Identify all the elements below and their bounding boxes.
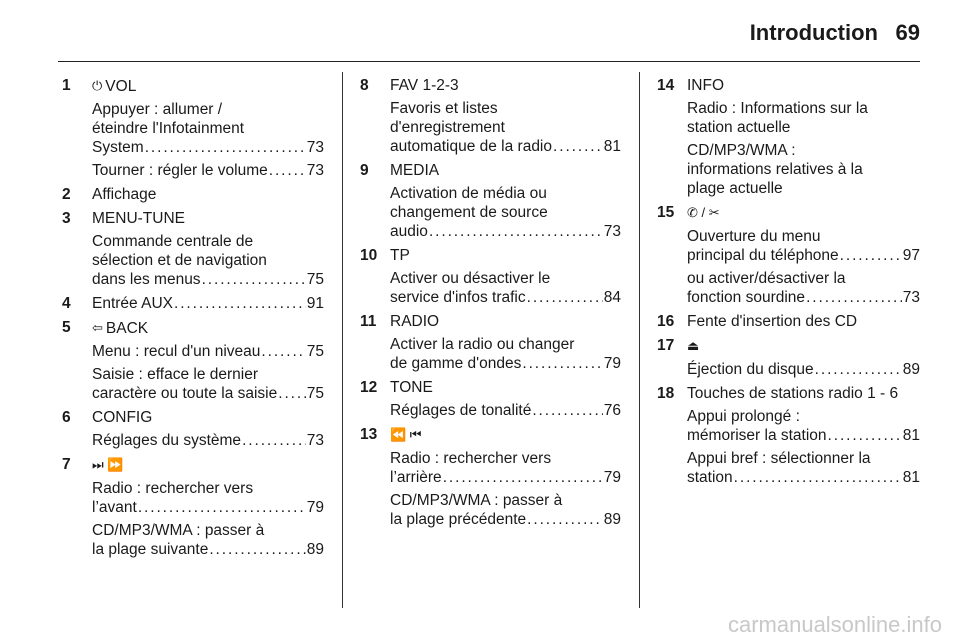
- column-divider: [342, 72, 343, 608]
- entry-description: [92, 479, 324, 517]
- entry-number: 3: [62, 210, 71, 227]
- entry-number: 10: [360, 247, 378, 264]
- page-reference: 81: [902, 469, 920, 486]
- description-line-with-page: [92, 384, 324, 403]
- description-line: Ouverture du menu: [687, 228, 821, 245]
- entry-number: 15: [657, 204, 675, 221]
- entry-description: [687, 141, 920, 198]
- leader-dots: [522, 354, 602, 373]
- entry-heading: [390, 246, 621, 265]
- legend-entry: [62, 455, 324, 559]
- description-line: plage actuelle: [687, 180, 783, 197]
- entry-description: [92, 342, 324, 361]
- entry-heading: [390, 378, 621, 397]
- entry-heading-text: TP: [390, 247, 410, 264]
- page-reference: 75: [306, 271, 324, 288]
- entry-description: [687, 449, 920, 487]
- entry-number: 8: [360, 77, 369, 94]
- description-line-with-page: [687, 426, 920, 445]
- legend-entry: [360, 378, 621, 420]
- entry-heading: [92, 408, 324, 427]
- entry-description: [390, 449, 621, 487]
- page-title: Introduction: [749, 20, 878, 45]
- eject-icon: ⏏: [687, 338, 700, 353]
- description-line-with-page: [390, 401, 621, 420]
- entry-description: [687, 360, 920, 379]
- page-reference: 73: [902, 289, 920, 306]
- entry-number: 12: [360, 379, 378, 396]
- entry-heading-text: Entrée AUX: [92, 295, 173, 312]
- legend-entry: [360, 246, 621, 307]
- description-line: Radio : Informations sur la: [687, 100, 868, 117]
- description-text: Réglages de tonalité: [390, 402, 532, 419]
- page-reference: 75: [306, 385, 324, 402]
- entry-heading-text: RADIO: [390, 313, 440, 330]
- entry-number: 7: [62, 456, 71, 473]
- legend-entry: [657, 76, 920, 198]
- description-line: CD/MP3/WMA :: [687, 142, 796, 159]
- leader-dots: [242, 431, 306, 450]
- description-line: Activer la radio ou changer: [390, 336, 575, 353]
- entry-description: [687, 227, 920, 265]
- description-line: informations relatives à la: [687, 161, 863, 178]
- leader-dots: [527, 510, 603, 529]
- entry-number: 2: [62, 186, 71, 203]
- entry-description: [390, 269, 621, 307]
- entry-heading: [687, 384, 920, 403]
- entry-heading: [92, 209, 324, 228]
- leader-dots: [806, 288, 902, 307]
- legend-entry: [360, 76, 621, 156]
- page-reference: 81: [603, 138, 621, 155]
- entry-description: [687, 269, 920, 307]
- description-line: Favoris et listes: [390, 100, 498, 117]
- page-reference: 79: [306, 499, 324, 516]
- column-3: [657, 76, 920, 492]
- description-line-with-page: [687, 288, 920, 307]
- entry-number: 4: [62, 295, 71, 312]
- page-reference: 97: [902, 247, 920, 264]
- legend-entry: [657, 312, 920, 331]
- entry-heading: [687, 203, 920, 223]
- entry-heading: [687, 312, 920, 331]
- leader-dots: [269, 161, 306, 180]
- description-text: dans les menus: [92, 271, 201, 288]
- leader-dots: [202, 270, 306, 289]
- description-line-with-page: [687, 468, 920, 487]
- description-text: Menu : recul d'un niveau: [92, 343, 261, 360]
- entry-heading-text: INFO: [687, 77, 725, 94]
- description-line-with-page: [390, 510, 621, 529]
- entry-description: [390, 99, 621, 156]
- entry-heading: [92, 294, 324, 313]
- back-arrow-icon: ⇦: [92, 320, 103, 335]
- leader-dots: [209, 540, 305, 559]
- page-reference: 73: [603, 223, 621, 240]
- entry-heading-text: Fente d'insertion des CD: [687, 313, 858, 330]
- description-text: la plage précédente: [390, 511, 527, 528]
- entry-heading: [687, 76, 920, 95]
- entry-description: [390, 401, 621, 420]
- description-text: fonction sourdine: [687, 289, 806, 306]
- entry-number: 6: [62, 409, 71, 426]
- description-text: Réglages du système: [92, 432, 242, 449]
- entry-number: 9: [360, 162, 369, 179]
- page-reference: 73: [306, 162, 324, 179]
- entry-heading: [390, 312, 621, 331]
- description-line-with-page: [92, 431, 324, 450]
- legend-entry: [657, 336, 920, 379]
- description-text: audio: [390, 223, 428, 240]
- column-2: [360, 76, 621, 534]
- entry-heading: [92, 76, 324, 96]
- entry-heading: [390, 425, 621, 445]
- leader-dots: [261, 342, 305, 361]
- watermark: carmanualsonline.info: [727, 612, 942, 637]
- seek-back-icon: ⏪ ⏮: [390, 427, 422, 442]
- entry-number: 16: [657, 313, 675, 330]
- entry-heading: [92, 318, 324, 338]
- entry-heading-text: MEDIA: [390, 162, 440, 179]
- entry-description: [92, 365, 324, 403]
- description-text: caractère ou toute la saisie: [92, 385, 278, 402]
- entry-heading-text: MENU-TUNE: [92, 210, 185, 227]
- entry-heading-text: CONFIG: [92, 409, 153, 426]
- leader-dots: [527, 288, 603, 307]
- description-line-with-page: [92, 138, 324, 157]
- description-line: Commande centrale de: [92, 233, 254, 250]
- page-reference: 81: [902, 427, 920, 444]
- leader-dots: [840, 246, 902, 265]
- entry-description: [390, 184, 621, 241]
- legend-entry: [62, 408, 324, 450]
- description-line-with-page: [92, 540, 324, 559]
- leader-dots: [815, 360, 902, 379]
- entry-number: 11: [360, 313, 377, 330]
- description-text: l’arrière: [390, 469, 442, 486]
- entry-description: [92, 100, 324, 157]
- leader-dots: [174, 294, 306, 313]
- description-line: changement de source: [390, 204, 548, 221]
- entry-heading: [390, 76, 621, 95]
- description-text: Éjection du disque: [687, 361, 814, 378]
- description-line-with-page: [92, 498, 324, 517]
- page-reference: 84: [603, 289, 621, 306]
- entry-heading: [92, 185, 324, 204]
- leader-dots: [532, 401, 602, 420]
- entry-heading-text: Affichage: [92, 186, 157, 203]
- leader-dots: [734, 468, 902, 487]
- description-line-with-page: [390, 288, 621, 307]
- entry-heading-text: VOL: [105, 78, 137, 95]
- description-text: automatique de la radio: [390, 138, 553, 155]
- entry-number: 13: [360, 426, 378, 443]
- description-line-with-page: [390, 137, 621, 156]
- legend-entry: [62, 76, 324, 180]
- leader-dots: [278, 384, 306, 403]
- legend-entry: [62, 318, 324, 403]
- page-reference: 79: [603, 355, 621, 372]
- phone-mute-icon: ✆ / ✂: [687, 205, 720, 220]
- legend-entry: [360, 161, 621, 241]
- entry-heading: [687, 336, 920, 356]
- description-line: Appui bref : sélectionner la: [687, 450, 871, 467]
- entry-number: 14: [657, 77, 675, 94]
- entry-number: 18: [657, 385, 675, 402]
- description-text: Tourner : régler le volume: [92, 162, 268, 179]
- description-text: System: [92, 139, 144, 156]
- description-line-with-page: [390, 468, 621, 487]
- leader-dots: [553, 137, 603, 156]
- entry-description: [390, 335, 621, 373]
- entry-heading: [390, 161, 621, 180]
- page-reference: 79: [603, 469, 621, 486]
- leader-dots: [828, 426, 902, 445]
- description-line: ou activer/désactiver la: [687, 270, 846, 287]
- description-line-with-page: [687, 246, 920, 265]
- power-icon: ⏻: [92, 78, 103, 93]
- entry-description: [92, 521, 324, 559]
- page-reference: 73: [306, 139, 324, 156]
- description-text: la plage suivante: [92, 541, 209, 558]
- description-text: mémoriser la station: [687, 427, 827, 444]
- description-line: CD/MP3/WMA : passer à: [92, 522, 265, 539]
- page-reference: 89: [902, 361, 920, 378]
- entry-number: 1: [62, 77, 71, 94]
- entry-heading-text: BACK: [105, 320, 149, 337]
- description-line: Activer ou désactiver le: [390, 270, 551, 287]
- description-line: sélection et de navigation: [92, 252, 267, 269]
- legend-entry: [657, 203, 920, 307]
- description-text: station: [687, 469, 733, 486]
- legend-entry: [62, 185, 324, 204]
- description-text: principal du téléphone: [687, 247, 839, 264]
- description-text: service d'infos trafic: [390, 289, 526, 306]
- page-reference: 89: [603, 511, 621, 528]
- description-text: de gamme d'ondes: [390, 355, 522, 372]
- column-divider: [639, 72, 640, 608]
- page-reference: 91: [306, 295, 324, 312]
- entry-description: [92, 161, 324, 180]
- legend-entry: [657, 384, 920, 487]
- description-line: CD/MP3/WMA : passer à: [390, 492, 563, 509]
- entry-number: 5: [62, 319, 71, 336]
- leader-dots: [145, 138, 306, 157]
- description-line-with-page: [92, 342, 324, 361]
- entry-heading-text: FAV 1-2-3: [390, 77, 459, 94]
- description-line: station actuelle: [687, 119, 791, 136]
- entry-description: [687, 99, 920, 137]
- entry-heading: [92, 455, 324, 475]
- legend-entry: [360, 312, 621, 373]
- entry-description: [92, 431, 324, 450]
- leader-dots: [429, 222, 603, 241]
- page-reference: 76: [603, 402, 621, 419]
- description-line-with-page: [687, 360, 920, 379]
- description-line: Activation de média ou: [390, 185, 547, 202]
- seek-forward-icon: ⏭ ⏩: [92, 457, 124, 472]
- page-number: 69: [895, 20, 920, 45]
- header-rule: [58, 61, 920, 62]
- leader-dots: [443, 468, 603, 487]
- entry-heading-text: TONE: [390, 379, 433, 396]
- page-reference: 89: [306, 541, 324, 558]
- description-line-with-page: [92, 161, 324, 180]
- entry-description: [390, 491, 621, 529]
- page-reference: 73: [306, 432, 324, 449]
- description-line: d'enregistrement: [390, 119, 505, 136]
- description-line-with-page: [390, 222, 621, 241]
- page-header: [0, 0, 960, 60]
- description-line-with-page: [390, 354, 621, 373]
- legend-entry: [360, 425, 621, 529]
- legend-entry: [62, 294, 324, 313]
- entry-heading-text: Touches de stations radio 1 - 6: [687, 385, 899, 402]
- description-line: Appuyer : allumer /: [92, 101, 223, 118]
- column-1: [62, 76, 324, 564]
- description-line: Saisie : efface le dernier: [92, 366, 259, 383]
- description-line: Radio : rechercher vers: [92, 480, 254, 497]
- description-text: l’avant: [92, 499, 137, 516]
- description-line: éteindre l'Infotainment: [92, 120, 245, 137]
- entry-description: [687, 407, 920, 445]
- entry-number: 17: [657, 337, 675, 354]
- leader-dots: [138, 498, 306, 517]
- legend-entry: [62, 209, 324, 289]
- description-line-with-page: [92, 270, 324, 289]
- entry-description: [92, 232, 324, 289]
- description-line: Appui prolongé :: [687, 408, 800, 425]
- description-line: Radio : rechercher vers: [390, 450, 552, 467]
- page-reference: 75: [306, 343, 324, 360]
